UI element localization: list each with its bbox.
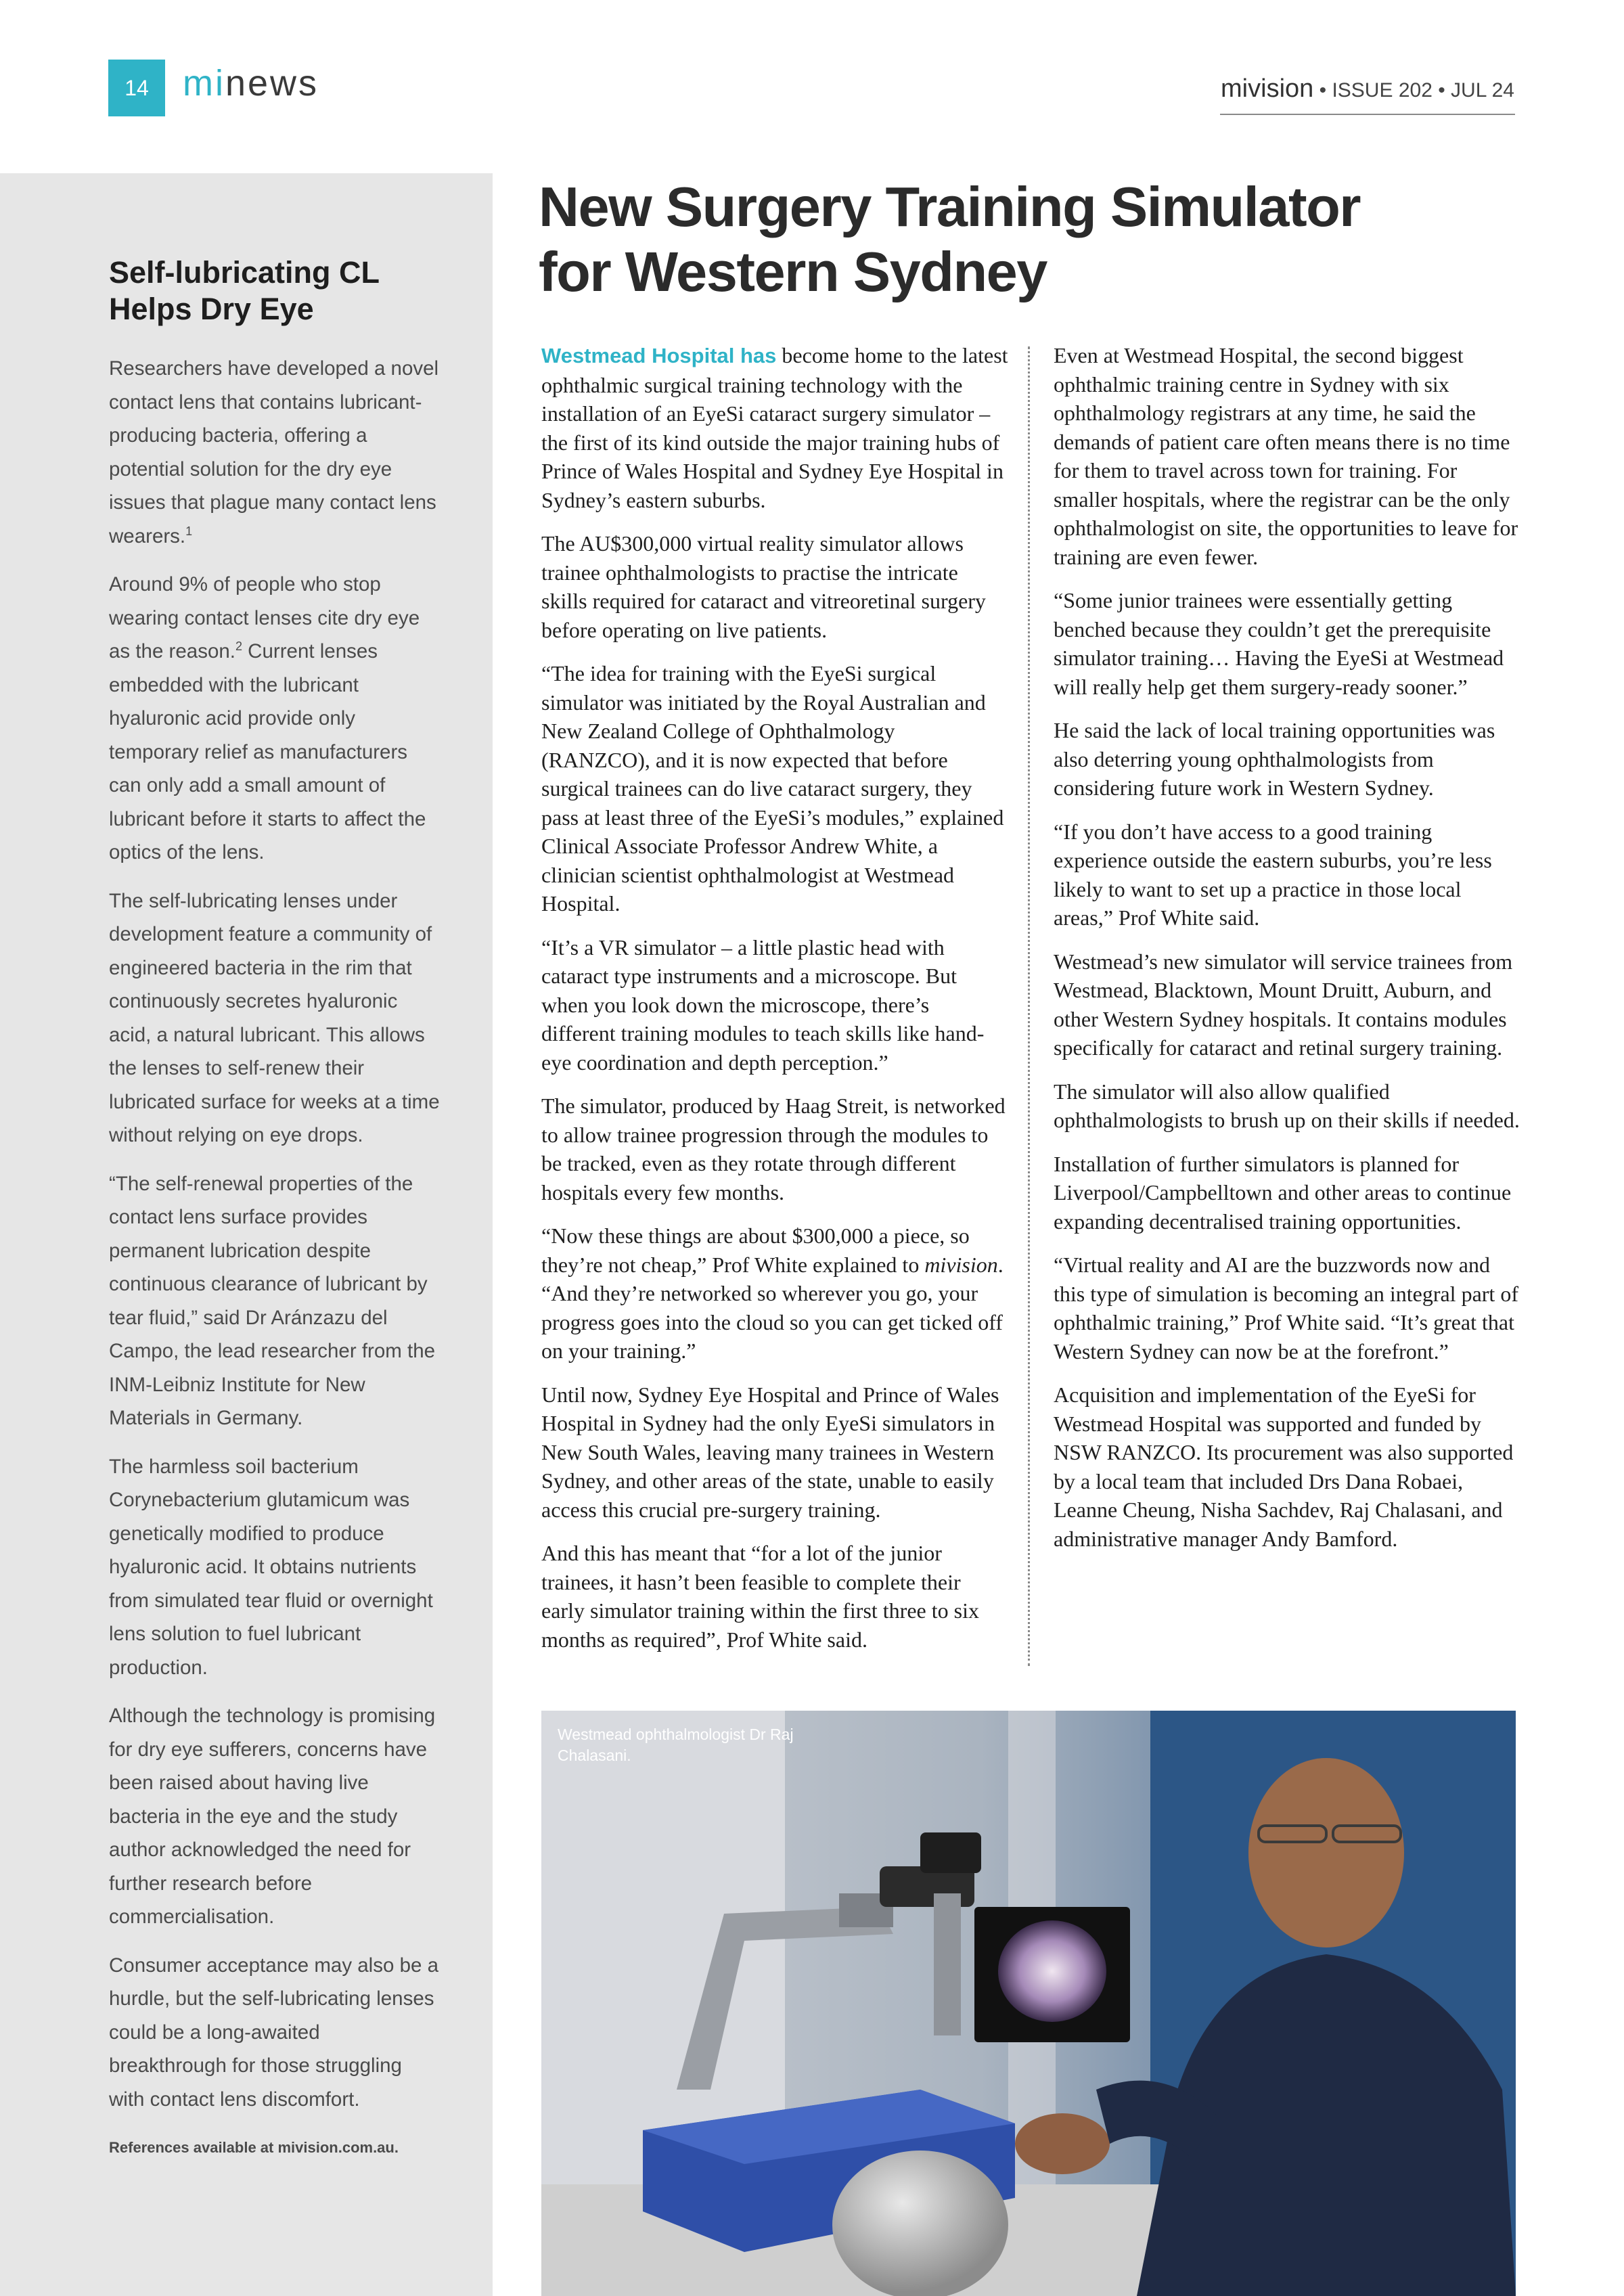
sidebar-text: Researchers have developed a novel contact lens that contains lubricant-producing bacteria, offering a potential solution for the dry eye issues that plague many contact lens wearers.: [109, 357, 439, 547]
footnote-ref: 1: [185, 524, 193, 538]
article-paragraph: Westmead’s new simulator will service trainees from Westmead, Blacktown, Mount Druitt, Auburn, and other Western Sydney hospitals. It contains modules specifically for cataract and retinal surgery training.: [1054, 949, 1513, 1060]
issue-line: [1221, 74, 1514, 104]
article-text: become home to the latest ophthalmic surgical training technology with the installation of an EyeSi cataract surgery simulator – the first of its kind outside the major training hubs of Prince of Wales Hospital and Sydney Eye Hospital in Sydney’s eastern suburbs.: [541, 343, 1008, 512]
article-column-1: [541, 341, 1008, 1669]
article-paragraph: “The idea for training with the EyeSi surgical simulator was initiated by the Royal Australian and New Zealand College of Ophthalmology (RANZCO), and it is now expected that before surgical trainees can do live cataract surgery, they pass at least three of the EyeSi’s modules,” explained Clinical Associate Professor Andrew White, a clinician scientist ophthalmologist at Westmead Hospital.: [541, 661, 1004, 916]
article-paragraph: “It’s a VR simulator – a little plastic head with cataract type instruments and a microscope. But when you look down the microscope, there’s different training modules to teach skills like hand-eye coordination and depth perception.”: [541, 935, 985, 1075]
sidebar-paragraph: “The self-renewal properties of the contact lens surface provides permanent lubrication despite continuous clearance of lubricant by tear fluid,” said Dr Aránzazu del Campo, the lead researcher from the INM-Leibniz Institute for New Materials in Germany.: [109, 1172, 436, 1429]
article-headline: New Surgery Training Simulator for Western Sydney: [539, 175, 1361, 303]
sidebar-paragraph: Although the technology is promising for dry eye sufferers, concerns have been raised about having live bacteria in the eye and the study author acknowledged the need for further research before commercialisation.: [109, 1705, 436, 1928]
sidebar-paragraph: The self-lubricating lenses under development feature a community of engineered bacteria in the rim that continuously secretes hyaluronic acid, a natural lubricant. This allows the lenses to self-renew their lubricated surface for weeks at a time without relying on eye drops.: [109, 889, 440, 1146]
article-paragraph: Installation of further simulators is planned for Liverpool/Campbelltown and other areas to continue expanding decentralised training opportunities.: [1054, 1151, 1512, 1234]
publication-name: mivision: [924, 1252, 998, 1277]
photo-illustration: [541, 1711, 1516, 2296]
sidebar-content: [109, 254, 441, 2157]
article-paragraph: Even at Westmead Hospital, the second biggest ophthalmic training centre in Sydney with six ophthalmology registrars at any time, he said the demands of patient care often means there is no time for them to travel across town for training. For smaller hospitals, where the registrar can be the only ophthalmologist on site, the opportunities to leave for training are even fewer.: [1054, 343, 1518, 569]
header-rule: [1220, 114, 1515, 115]
article-paragraph: [541, 341, 1008, 514]
section-suffix: news: [225, 63, 319, 104]
article-paragraph: The AU$300,000 virtual reality simulator allows trainee ophthalmologists to practise the intricate skills required for cataract and vitreoretinal surgery before operating on live patients.: [541, 531, 986, 642]
article-paragraph: He said the lack of local training opportunities was also deterring young ophthalmologists from considering future work in Western Sydney.: [1054, 718, 1495, 800]
sidebar-paragraph: The harmless soil bacterium Corynebacterium glutamicum was genetically modified to produce hyaluronic acid. It obtains nutrients from simulated tear fluid or overnight lens solution to fuel lubricant production.: [109, 1455, 433, 1679]
section-prefix: mi: [183, 63, 225, 104]
lead-in: Westmead Hospital has: [541, 344, 777, 367]
sidebar-paragraph: [109, 568, 441, 870]
column-divider: [1028, 346, 1030, 1666]
article-photo: [541, 1711, 1516, 2296]
article-paragraph: “If you don’t have access to a good training experience outside the eastern suburbs, you’re less likely to want to set up a practice in those local areas,” Prof White said.: [1054, 819, 1492, 930]
sidebar-text: Current lenses embedded with the lubricant hyaluronic acid provide only temporary relief as manufacturers can only add a small amount of lubricant before it starts to affect the optics of the lens.: [109, 640, 426, 863]
sidebar-text: Around 9% of people who stop wearing contact lenses cite dry eye as the reason.: [109, 573, 420, 662]
article-paragraph: “Virtual reality and AI are the buzzwords now and this type of simulation is becoming an integral part of ophthalmic training,” Prof White said. “It’s great that Western Sydney can now be at the forefront.”: [1054, 1253, 1518, 1364]
brand-name: mivision: [1221, 74, 1314, 103]
sidebar: [0, 173, 493, 2296]
photo-caption: Westmead ophthalmologist Dr Raj Chalasani.: [558, 1726, 794, 1764]
section-title: [183, 62, 319, 104]
page-number: 14: [108, 60, 165, 116]
sidebar-paragraph: [109, 352, 441, 553]
article-column-2: [1054, 341, 1520, 1568]
article-paragraph: “Some junior trainees were essentially getting benched because they couldn’t get the prerequisite simulator training… Having the EyeSi at Westmead will really help get them surgery-ready sooner.”: [1054, 588, 1504, 699]
issue-info: • ISSUE 202 • JUL 24: [1313, 79, 1514, 102]
article-paragraph: [541, 1221, 1008, 1366]
article-paragraph: Until now, Sydney Eye Hospital and Prince of Wales Hospital in Sydney had the only EyeSi simulators in New South Wales, leaving many trainees in Western Sydney, and other areas of the state, unable to easily access this crucial pre-surgery training.: [541, 1382, 999, 1522]
sidebar-title: Self-lubricating CL Helps Dry Eye: [109, 255, 380, 326]
references-note: References available at mivision.com.au.: [109, 2139, 399, 2156]
article-text: . “And they’re networked so wherever you go, your progress goes into the cloud so you can get ticked off on your training.”: [541, 1252, 1003, 1363]
article-paragraph: Acquisition and implementation of the EyeSi for Westmead Hospital was supported and funded by NSW RANZCO. Its procurement was also supported by a local team that included Drs Dana Robaei, Leanne Cheung, Nisha Sachdev, Raj Chalasani, and administrative manager Andy Bamford.: [1054, 1382, 1514, 1551]
article-text: “Now these things are about $300,000 a piece, so they’re not cheap,” Prof White explained to: [541, 1223, 970, 1277]
article-paragraph: The simulator will also allow qualified ophthalmologists to brush up on their skills if needed.: [1054, 1079, 1520, 1132]
footnote-ref: 2: [235, 639, 242, 654]
article-paragraph: And this has meant that “for a lot of the junior trainees, it hasn’t been feasible to complete their early simulator training within the first three to six months as required”, Prof White said.: [541, 1541, 979, 1652]
article-paragraph: The simulator, produced by Haag Streit, is networked to allow trainee progression through the modules to be tracked, even as they rotate through different hospitals every few months.: [541, 1094, 1006, 1205]
sidebar-paragraph: Consumer acceptance may also be a hurdle, but the self-lubricating lenses could be a long-awaited breakthrough for those struggling with contact lens discomfort.: [109, 1954, 439, 2111]
